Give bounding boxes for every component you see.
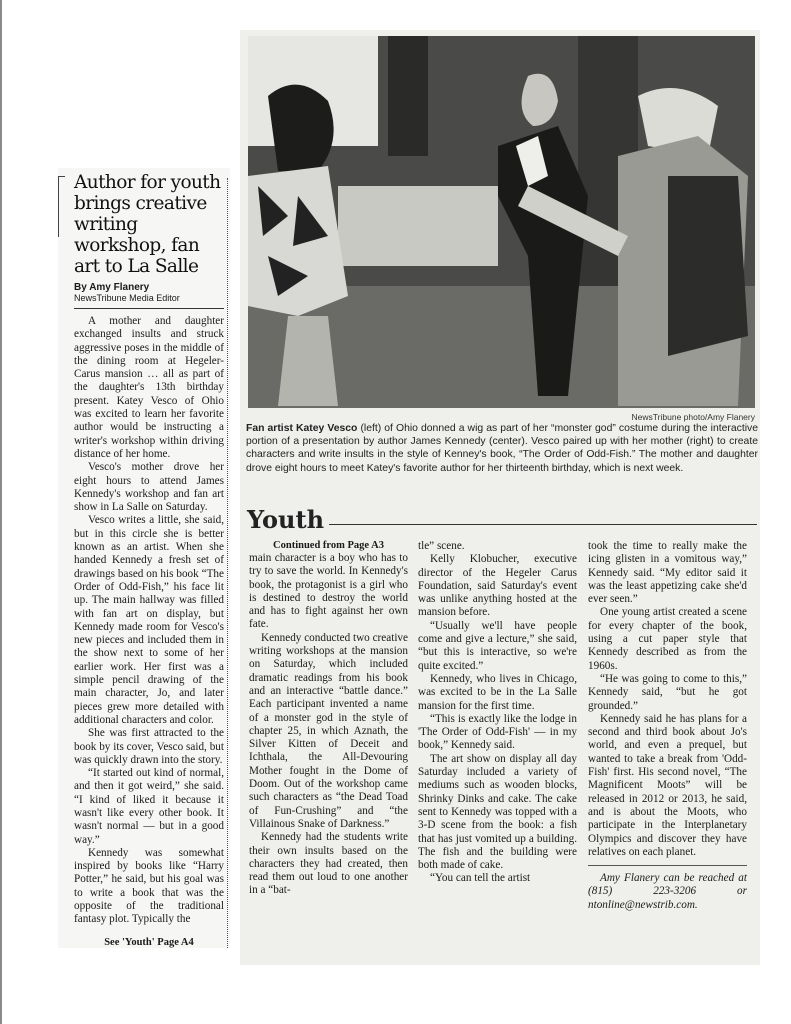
paragraph: Kennedy had the students write their own insults based on the characters they had created, then read them out loud to one another in a “bat- (249, 831, 408, 897)
paragraph: One young artist created a scene for every chapter of the book, using a cut paper style that Kennedy described as from the 1960s. (588, 606, 747, 672)
paragraph: Kennedy conducted two creative writing workshops at the mansion on Saturday, which included dramatic readings from his book and an interactive “battle dance.” Each participant invented a name of a monster god in the style of chapter 25, in which Aznath, the Silver Kitten of Deceit and Ichthala, the All-Devouring Mother fought in the Dome of Doom. Out of the workshop came such characters as “the Dead Toad of Fun-Crushing” and “the Villainous Snake of Darkness.” (249, 631, 408, 830)
paragraph: Kennedy was somewhat inspired by books like “Harry Potter,” he said, but his goal was to write a book that was the opposite of the traditional fantasy plot. Typically the (74, 846, 224, 926)
paragraph: “This is exactly like the lodge in 'The Order of Odd-Fish' — in my book,” Kennedy said. (418, 712, 577, 752)
byline: By Amy Flanery (74, 282, 150, 293)
headline-bracket (58, 176, 65, 237)
section-title: Youth (247, 505, 325, 534)
paragraph: “It started out kind of normal, and then it got weird,” she said. “I kind of liked it because it wasn't like every other book. It wasn't normal — but in a good way.” (74, 767, 224, 846)
divider (74, 308, 224, 309)
paragraph: She was first attracted to the book by its cover, Vesco said, but was quickly drawn into the story. (74, 727, 224, 766)
paragraph: “You can tell the artist (430, 872, 531, 885)
byline-title: NewsTribune Media Editor (74, 293, 180, 303)
column-1 (249, 540, 408, 898)
author-contact: Amy Flanery can be reached at (815) 223-3206 or ntonline@newstrib.com. (588, 872, 747, 911)
paragraph: The art show on display all day Saturday included a variety of mediums such as wooden blocks, Shrinky Dinks and cake. The cake sent to Kennedy was topped with a 3-D scene from the book: a fish that has just vomited up a building. The fish and the building were both made of cake. (418, 752, 577, 872)
jump-line: See 'Youth' Page A4 (104, 936, 194, 948)
paragraph: Vesco writes a little, she said, but in this circle she is better known as an artist. When she handed Kennedy a fresh set of drawings based on his book “The Order of Odd-Fish,” his face lit up. The main hallway was filled with fan art on display, but Kennedy made room for Vesco's new pieces and included them in the show next to some of her earlier work. Her first was a simple pencil drawing of the main character, Jo, and later pieces grew more detailed with additional characters and color. (74, 514, 224, 726)
paragraph: main character is a boy who has to try to save the world. In Kennedy's book, the protagonist is a girl who is destined to destroy the world and has to fight against her own fate. (249, 552, 408, 631)
divider (588, 865, 747, 866)
caption-lead: Fan artist Katey Vesco (246, 423, 358, 434)
news-photo (248, 36, 755, 408)
section-rule (329, 524, 757, 525)
caption-text: (left) of Ohio donned a wig as part of her “monster god” costume during the interactive portion of a presentation by author James Kennedy (center). Vesco paired up with her mother (right) to create characters and write insults in the style of Kenney's book, “The Order of Odd-Fish.” The mother and daughter drove eight hours to meet Katey's favorite author for her thirteenth birthday, which is next week. (246, 423, 758, 474)
left-article (74, 172, 224, 948)
table (338, 186, 498, 266)
continued-from: Continued from Page A3 (273, 540, 384, 551)
section-header (247, 505, 757, 539)
paragraph: A mother and daughter exchanged insults and struck aggressive poses in the middle of the dining room at Hegeler-Carus mansion … all as part of the daughter's 13th birthday present. Katey Vesco of Ohio was excited to learn her favorite author would be instructing a writer's workshop within driving distance of her home. (74, 315, 224, 460)
cut-line (227, 178, 228, 948)
photo-caption (246, 422, 758, 475)
paragraph: Vesco's mother drove her eight hours to attend James Kennedy's workshop and fan art show in La Salle on Saturday. (74, 461, 224, 514)
page-edge (0, 0, 2, 1024)
column-3 (588, 540, 747, 912)
paragraph: took the time to really make the icing glisten in a vomitous way,” Kennedy said. “My editor said it was the least appetizing cake she'd ever seen.” (588, 540, 747, 606)
paragraph: Kelly Klobucher, executive director of the Hegeler Carus Foundation, said Saturday's event was unlike anything hosted at the mansion before. (418, 553, 577, 619)
paragraph: “Usually we'll have people come and give a lecture,” she said, “but this is interactive, so we're quite excited.” (418, 619, 577, 672)
paragraph: Kennedy, who lives in Chicago, was excited to be in the La Salle mansion for the first time. (418, 672, 577, 712)
paragraph: Kennedy said he has plans for a second and third book about Jo's world, and even a prequel, but wanted to take a break from 'Odd-Fish' first. His second novel, “The Magnificent Moots” will be released in 2012 or 2013, he said, and is about the Moots, who participate in the Interplanetary Olympics and discover they have relatives on each planet. (588, 712, 747, 858)
wig (268, 85, 334, 171)
column-2 (418, 540, 577, 886)
photo-credit: NewsTribune photo/Amy Flanery (631, 412, 755, 422)
paragraph: tle” scene. (418, 540, 465, 552)
photo-illustration (248, 36, 755, 408)
headline: Author for youth brings creative writing workshop, fan art to La Salle (74, 172, 221, 277)
paragraph: “He was going to come to this,” Kennedy said, “but he got grounded.” (588, 672, 747, 712)
